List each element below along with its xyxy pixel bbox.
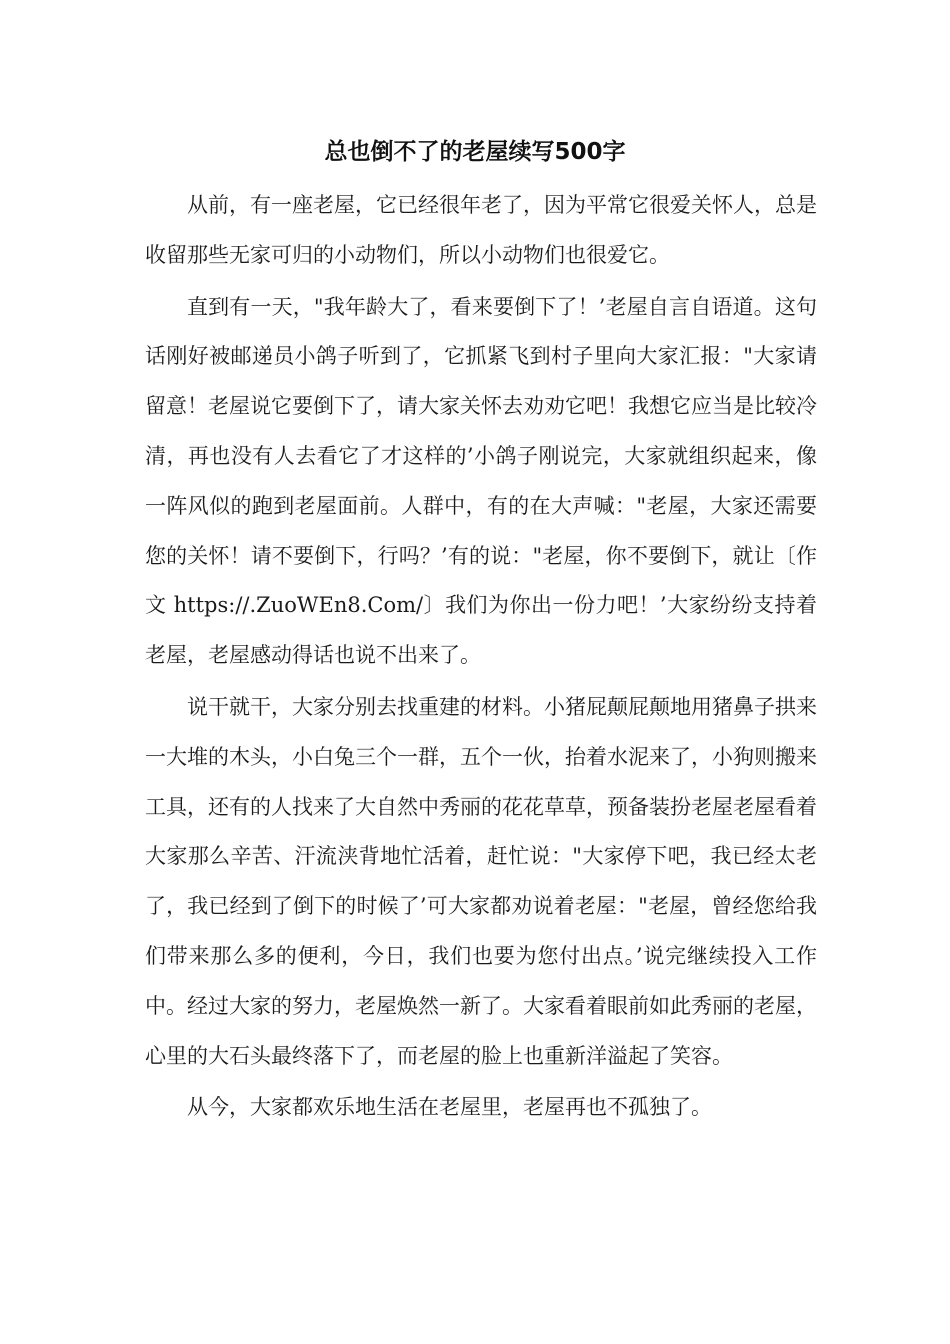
paragraph-2: 直到有一天，"我年龄大了，看来要倒下了！’老屋自言自语道。这句话刚好被邮递员小鸽子听到了，它抓紧飞到村子里向大家汇报："大家请留意！老屋说它要倒下了，请大家关怀去劝劝它吧！我想它应当是比较冷清，再也没有人去看它了才这样的’小鸽子刚说完，大家就组织起来，像一阵风似的跑到老屋面前。人群中，有的在大声喊："老屋，大家还需要您的关怀！请不要倒下，行吗？’有的说："老屋，你不要倒下，就让〔作文 https://.ZuoWEn8.Com/〕我们为你出一份力吧！’大家纷纷支持着老屋，老屋感动得话也说不出来了。 (145, 294, 817, 668)
paragraph-1: 从前，有一座老屋，它已经很年老了，因为平常它很爱关怀人，总是收留那些无家可归的小动物们，所以小动物们也很爱它。 (145, 193, 817, 267)
document-title: 总也倒不了的老屋续写500字 (324, 139, 626, 165)
document-body (145, 181, 817, 1135)
paragraph-3: 说干就干，大家分别去找重建的材料。小猪屁颠屁颠地用猪鼻子拱来一大堆的木头，小白兔三个一群，五个一伙，抬着水泥来了，小狗则搬来工具，还有的人找来了大自然中秀丽的花花草草，预备装扮老屋老屋看着大家那么辛苦、汗流浃背地忙活着，赶忙说："大家停下吧，我已经太老了，我已经到了倒下的时候了’可大家都劝说着老屋："老屋，曾经您给我们带来那么多的便利，今日，我们也要为您付出点。’说完继续投入工作中。经过大家的努力，老屋焕然一新了。大家看着眼前如此秀丽的老屋，心里的大石头最终落下了，而老屋的脸上也重新洋溢起了笑容。 (145, 694, 817, 1068)
paragraph-4: 从今，大家都欢乐地生活在老屋里，老屋再也不孤独了。 (187, 1095, 712, 1120)
